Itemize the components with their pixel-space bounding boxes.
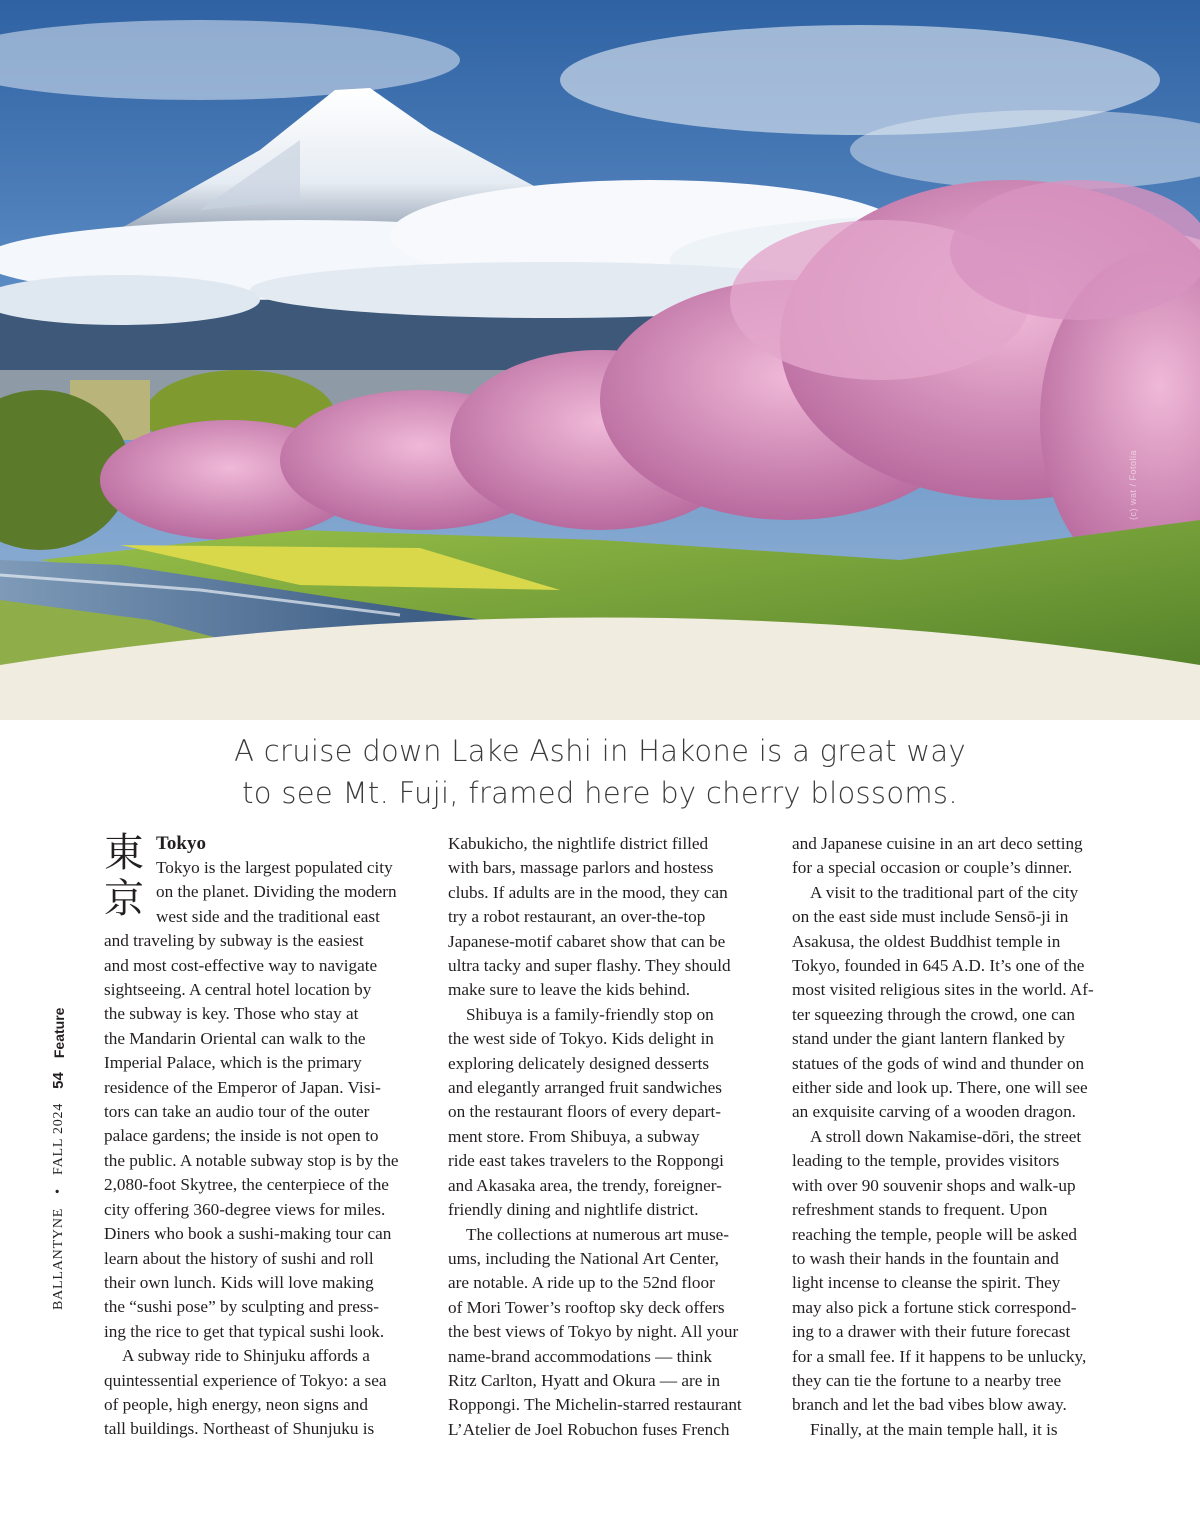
text-line: are notable. A ride up to the 52nd floor: [448, 1273, 715, 1293]
issue-label: FALL 2024: [50, 1102, 66, 1175]
text-line: on the planet. Dividing the modern: [156, 882, 397, 902]
text-line: 2,080-foot Skytree, the centerpiece of the: [104, 1175, 389, 1195]
text-line: ment store. From Shibuya, a subway: [448, 1126, 700, 1146]
text-line: with bars, massage parlors and hostess: [448, 858, 714, 878]
text-line: and Akasaka area, the trendy, foreigner-: [448, 1175, 722, 1195]
text-line: and traveling by subway is the easiest: [104, 931, 364, 951]
publication-name: BALLANTYNE: [50, 1207, 66, 1310]
text-line: friendly dining and nightlife district.: [448, 1200, 699, 1220]
text-line: quintessential experience of Tokyo: a sea: [104, 1370, 387, 1390]
text-line: statues of the gods of wind and thunder on: [792, 1053, 1085, 1073]
kanji-top: 東: [104, 830, 144, 876]
caption-line-2: to see Mt. Fuji, framed here by cherry blossoms.: [242, 776, 958, 810]
text-line: with over 90 souvenir shops and walk-up: [792, 1175, 1076, 1195]
text-line: branch and let the bad vibes blow away.: [792, 1395, 1067, 1415]
text-line: learn about the history of sushi and roll: [104, 1248, 374, 1268]
text-line: palace gardens; the inside is not open to: [104, 1126, 379, 1146]
section-heading: Tokyo: [156, 833, 206, 854]
text-line: Japanese-motif cabaret show that can be: [448, 931, 726, 951]
article-column-1: [104, 832, 424, 1442]
text-line: make sure to leave the kids behind.: [448, 980, 690, 1000]
photo-credit: (c) wat / Fotolia: [1128, 449, 1138, 520]
text-line: Imperial Palace, which is the primary: [104, 1053, 362, 1073]
text-line: A visit to the traditional part of the city: [810, 882, 1079, 902]
caption-line-1: A cruise down Lake Ashi in Hakone is a great way: [234, 734, 966, 768]
text-line: either side and look up. There, one will see: [792, 1078, 1088, 1098]
folio: [50, 1008, 67, 1310]
text-line: for a small fee. If it happens to be unlucky,: [792, 1346, 1087, 1366]
kanji-tokyo: [104, 830, 152, 922]
text-line: of people, high energy, neon signs and: [104, 1394, 368, 1414]
page-number: 54: [50, 1072, 67, 1089]
text-line: exploring delicately designed desserts: [448, 1053, 710, 1073]
text-line: Shibuya is a family-friendly stop on: [466, 1004, 714, 1024]
text-line: ride east takes travelers to the Roppongi: [448, 1151, 724, 1171]
text-line: try a robot restaurant, an over-the-top: [448, 907, 706, 927]
text-line: L’Atelier de Joel Robuchon fuses French: [448, 1419, 730, 1439]
text-line: the best views of Tokyo by night. All your: [448, 1322, 739, 1342]
text-line: stand under the giant lantern flanked by: [792, 1029, 1066, 1049]
text-line: and Japanese cuisine in an art deco setting: [792, 834, 1083, 853]
column-2-text: [448, 832, 770, 1442]
text-line: and most cost-effective way to navigate: [104, 955, 378, 975]
text-line: may also pick a fortune stick correspond-: [792, 1297, 1077, 1317]
text-line: the public. A notable subway stop is by the: [104, 1150, 399, 1170]
text-line: Diners who book a sushi-making tour can: [104, 1224, 392, 1244]
article-column-2: [448, 832, 770, 1442]
text-line: sightseeing. A central hotel location by: [104, 980, 372, 1000]
text-line: to wash their hands in the fountain and: [792, 1248, 1059, 1268]
text-line: Roppongi. The Michelin-starred restaurant: [448, 1395, 742, 1415]
kanji-bottom: 京: [104, 876, 144, 922]
text-line: they can tie the fortune to a nearby tree: [792, 1370, 1062, 1390]
text-line: Kabukicho, the nightlife district filled: [448, 834, 709, 853]
folio-separator: •: [50, 1188, 66, 1194]
text-line: ums, including the National Art Center,: [448, 1248, 719, 1268]
hero-photo: [0, 0, 1200, 720]
text-line: the “sushi pose” by sculpting and press-: [104, 1297, 379, 1317]
text-line: light incense to cleanse the spirit. They: [792, 1273, 1061, 1293]
text-line: ing the rice to get that typical sushi look.: [104, 1321, 385, 1341]
text-line: residence of the Emperor of Japan. Visi-: [104, 1077, 381, 1097]
text-line: the subway is key. Those who stay at: [104, 1004, 359, 1024]
text-line: the Mandarin Oriental can walk to the: [104, 1028, 366, 1048]
text-line: clubs. If adults are in the mood, they can: [448, 882, 728, 902]
text-line: city offering 360-degree views for miles.: [104, 1199, 386, 1219]
text-line: ter squeezing through the crowd, one can: [792, 1004, 1076, 1024]
fuji-cherry-blossom-illustration: [0, 0, 1200, 720]
text-line: leading to the temple, provides visitors: [792, 1151, 1060, 1171]
text-line: name-brand accommodations — think: [448, 1346, 712, 1366]
text-line: their own lunch. Kids will love making: [104, 1272, 374, 1292]
text-line: Tokyo is the largest populated city: [156, 858, 393, 877]
text-line: refreshment stands to frequent. Upon: [792, 1200, 1048, 1220]
text-line: on the east side must include Sensō-ji in: [792, 907, 1069, 927]
text-line: ultra tacky and super flashy. They should: [448, 956, 731, 976]
text-line: most visited religious sites in the world. Af-: [792, 980, 1094, 1000]
text-line: The collections at numerous art muse-: [466, 1224, 729, 1244]
text-line: on the restaurant floors of every depart-: [448, 1102, 721, 1122]
text-line: for a special occasion or couple’s dinner.: [792, 858, 1073, 878]
text-line: tors can take an audio tour of the outer: [104, 1102, 370, 1122]
text-line: Ritz Carlton, Hyatt and Okura — are in: [448, 1370, 721, 1390]
column-3-text: [792, 832, 1112, 1442]
section-label: Feature: [50, 1007, 67, 1059]
text-line: ing to a drawer with their future forecast: [792, 1322, 1071, 1342]
text-line: and elegantly arranged fruit sandwiches: [448, 1078, 722, 1098]
text-line: the west side of Tokyo. Kids delight in: [448, 1029, 714, 1049]
text-line: A subway ride to Shinjuku affords a: [122, 1346, 370, 1366]
text-line: an exquisite carving of a wooden dragon.: [792, 1102, 1076, 1122]
photo-caption: [150, 730, 1050, 814]
text-line: A stroll down Nakamise-dōri, the street: [810, 1126, 1082, 1146]
text-line: Tokyo, founded in 645 A.D. It’s one of the: [792, 956, 1085, 976]
column-1-text: [104, 856, 424, 1442]
text-line: Asakusa, the oldest Buddhist temple in: [792, 931, 1061, 951]
text-line: of Mori Tower’s rooftop sky deck offers: [448, 1297, 725, 1317]
text-line: tall buildings. Northeast of Shunjuku is: [104, 1419, 375, 1439]
text-line: reaching the temple, people will be asked: [792, 1224, 1077, 1244]
text-line: Finally, at the main temple hall, it is: [810, 1419, 1058, 1439]
article-column-3: [792, 832, 1112, 1442]
text-line: west side and the traditional east: [156, 906, 380, 926]
